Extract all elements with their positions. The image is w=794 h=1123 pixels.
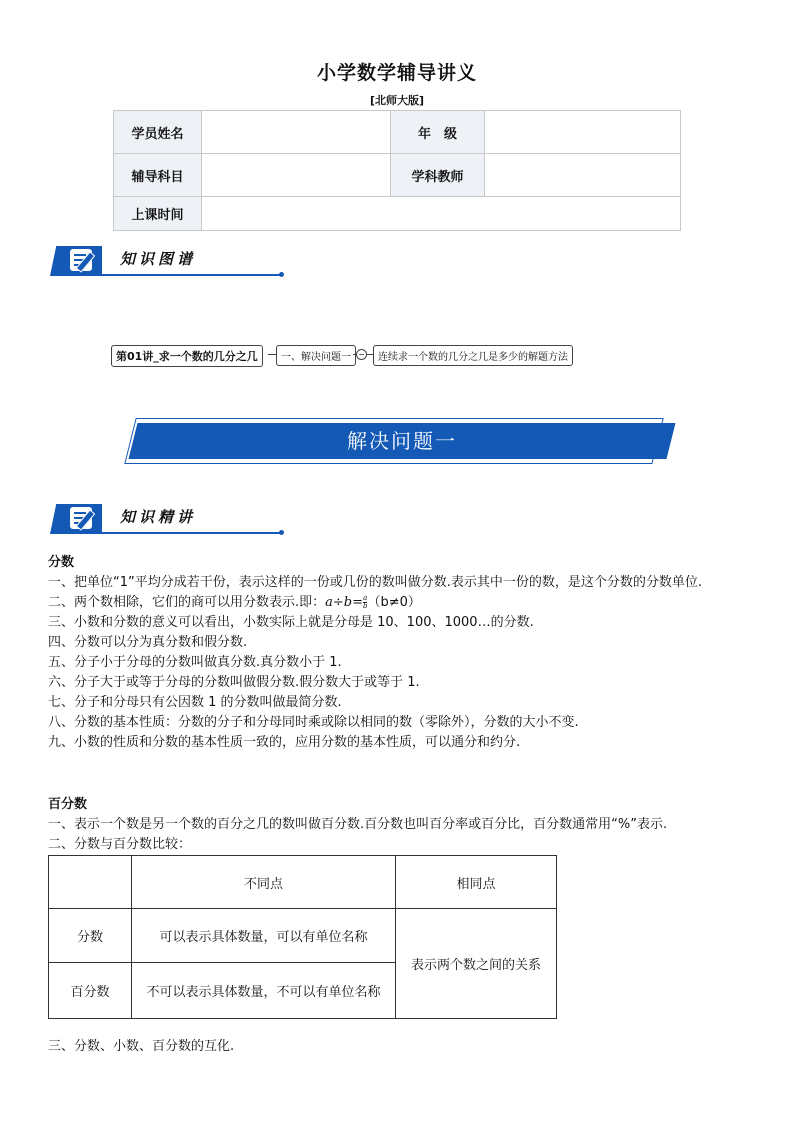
section-underline	[102, 532, 282, 534]
fraction-item-6: 六、分子大于或等于分母的分数叫做假分数.假分数大于或等于 1.	[48, 675, 420, 690]
fraction-diff-cell: 可以表示具体数量，可以有单位名称	[132, 909, 396, 963]
edition-label: [北师大版]	[369, 94, 425, 107]
percent-item-1: 一、表示一个数是另一个数的百分之几的数叫做百分数.百分数也叫百分率或百分比，百分数通常用“%”表示.	[48, 817, 668, 832]
header-diff: 不同点	[132, 856, 396, 909]
banner-title: 解决问题一	[347, 429, 457, 453]
student-name-label: 学员姓名	[114, 111, 202, 154]
section-header-knowledge-lecture	[50, 501, 232, 535]
fraction-section	[48, 553, 748, 753]
percent-section	[48, 795, 748, 855]
class-time-label: 上课时间	[114, 197, 202, 231]
denominator: b	[363, 602, 368, 610]
section-title: 知识精讲	[120, 508, 197, 526]
percent-heading: 百分数	[48, 797, 88, 812]
mindmap-leaf-node[interactable]: 连续求一个数的几分之几是多少的解题方法	[373, 345, 573, 366]
formula-lhs: a÷b=	[325, 595, 363, 610]
percent-diff-cell: 不可以表示具体数量，不可以有单位名称	[132, 963, 396, 1019]
grade-field[interactable]	[485, 111, 681, 154]
formula-condition: （b≠0）	[367, 595, 421, 610]
fraction-item-9: 九、小数的性质和分数的基本性质一致的，应用分数的基本性质，可以通分和约分.	[48, 735, 521, 750]
item-3-text: 三、分数、小数、百分数的互化.	[48, 1039, 235, 1054]
item-text: 二、两个数相除，它们的商可以用分数表示.即：	[48, 595, 326, 610]
section-underline	[102, 274, 282, 276]
fraction-item-4: 四、分数可以分为真分数和假分数.	[48, 635, 248, 650]
fraction-item-8: 八、分数的基本性质：分数的分子和分母同时乘或除以相同的数（零除外），分数的大小不变.	[48, 715, 579, 730]
grade-label: 年 级	[391, 111, 485, 154]
percent-item-2: 二、分数与百分数比较：	[48, 837, 192, 852]
fraction-item-7: 七、分子和分母只有公因数 1 的分数叫做最简分数.	[48, 695, 342, 710]
mindmap-root-node[interactable]: 第01讲_求一个数的几分之几	[111, 345, 263, 367]
fraction-item-1: 一、把单位“1”平均分成若干份，表示这样的一份或几份的数叫做分数.表示其中一份的数，是这个分数的分数单位.	[48, 575, 703, 590]
student-info-table	[113, 110, 681, 231]
student-name-field[interactable]	[202, 111, 391, 154]
fraction-heading: 分数	[48, 555, 75, 570]
section-header-knowledge-map	[50, 243, 232, 277]
row-label-fraction: 分数	[49, 909, 132, 963]
teacher-label: 学科教师	[391, 154, 485, 197]
same-cell: 表示两个数之间的关系	[396, 909, 557, 1019]
fraction-item-2	[48, 593, 748, 613]
header-same: 相同点	[396, 856, 557, 909]
mindmap-branch-node[interactable]: 一、解决问题一	[276, 345, 356, 366]
mindmap-connector	[268, 354, 276, 355]
row-label-percent: 百分数	[49, 963, 132, 1019]
page-title: 小学数学辅导讲义	[316, 62, 477, 84]
fraction-item-5: 五、分子小于分母的分数叫做真分数.真分数小于 1.	[48, 655, 342, 670]
class-time-field[interactable]	[202, 197, 681, 231]
comparison-table	[48, 855, 557, 1019]
subject-field[interactable]	[202, 154, 391, 197]
fraction-item-3: 三、小数和分数的意义可以看出，小数实际上就是分母是 10、100、1000…的分数.	[48, 615, 534, 630]
table-corner-cell	[49, 856, 132, 909]
collapse-toggle-icon[interactable]: −	[356, 349, 367, 360]
section-title: 知识图谱	[120, 250, 197, 268]
subject-label: 辅导科目	[114, 154, 202, 197]
teacher-field[interactable]	[485, 154, 681, 197]
numerator: a	[363, 594, 368, 602]
